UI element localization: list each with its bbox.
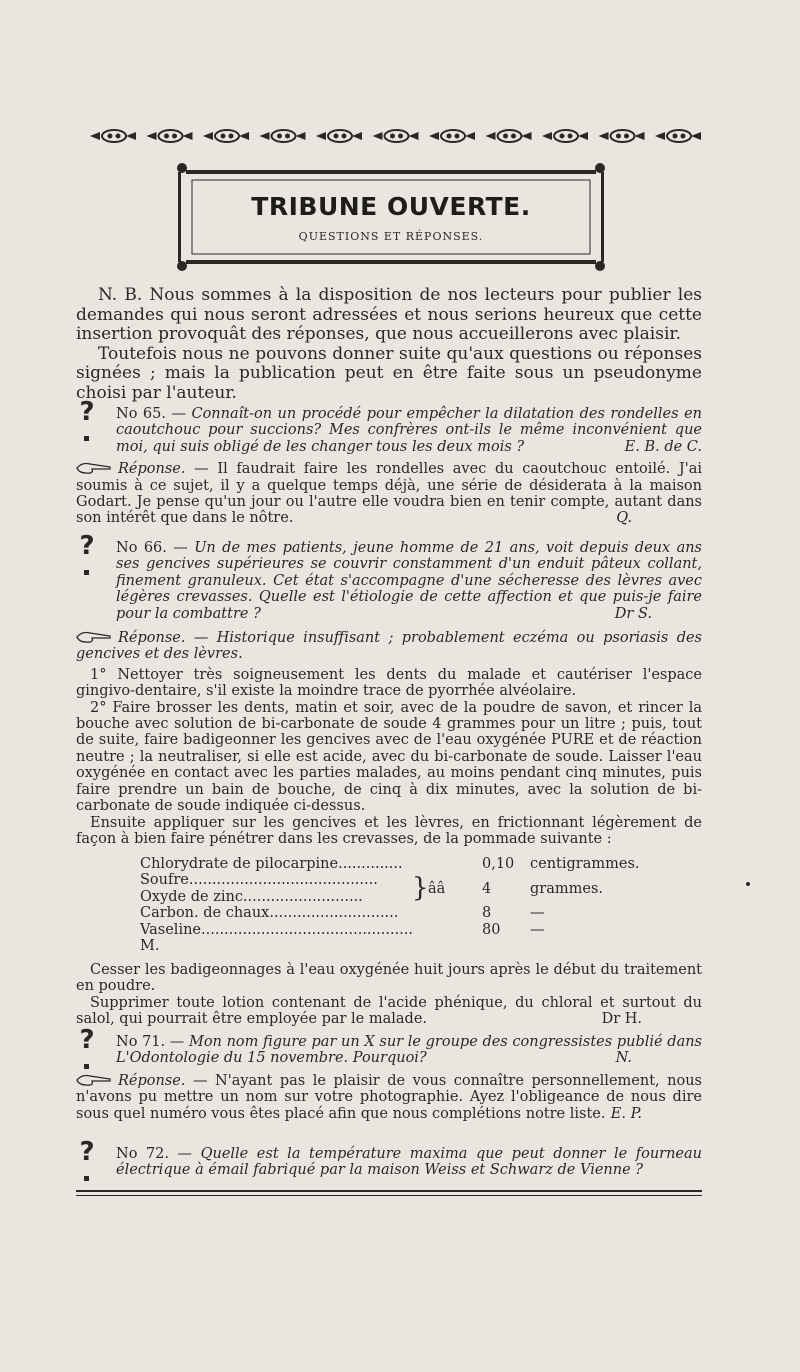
question-number: No 71. — <box>116 1034 185 1050</box>
answer-after-1: Cesser les badigeonnages à l'eau oxygénée huit jours après le début du traitement en poudre. <box>76 962 702 995</box>
answer-after-2 <box>76 995 702 1028</box>
question-mark-icon: ? <box>76 1032 98 1048</box>
question-signature: N. <box>615 1050 632 1067</box>
prescription-formula <box>140 856 640 954</box>
question-signature: Dr S. <box>614 605 652 622</box>
answer-signature: E. P. <box>610 1105 642 1122</box>
formula-row <box>140 938 640 954</box>
question-65 <box>76 397 703 527</box>
formula-ingredient: Carbon. de chaux............................ <box>140 905 399 922</box>
formula-unit: — <box>530 905 545 922</box>
pointing-hand-icon <box>76 1073 112 1087</box>
intro-paragraph-2: Toutefois nous ne pouvons donner suite qu'aux questions ou réponses signées ; mais la publication peut en être faite sous un pseudonyme choisi par l'auteur. <box>76 343 702 403</box>
question-71-block <box>76 1025 703 1067</box>
page-subtitle: QUESTIONS ET RÉPONSES. <box>298 230 484 243</box>
formula-ingredient: Oxyde de zinc.......................... <box>140 888 363 905</box>
formula-ingredient: Vaseline.............................................. <box>140 921 414 938</box>
question-number: No 65. — <box>116 406 186 422</box>
formula-quantity: 8 <box>482 905 492 922</box>
ornament-motif <box>316 130 362 142</box>
answer-heading: Historique insuffisant ; probablement eczéma ou psoriasis des gencives et des lèvres. <box>76 630 702 663</box>
question-text: Connaît-on un procédé pour empêcher la dilatation des rondelles en caoutchouc pour succions? Mes confrères ont-ils le même inconvénient que moi, qui suis obligé de les changer tous les deux mois ? <box>116 406 702 455</box>
question-number: No 66. — <box>116 540 188 556</box>
answer-label: Réponse. — <box>118 461 209 478</box>
pointing-hand-icon <box>76 461 112 475</box>
ornament-motif <box>486 130 532 142</box>
question-72 <box>76 1137 703 1179</box>
answer-signature: Dr H. <box>601 1011 642 1028</box>
formula-unit: centigrammes. <box>530 856 640 872</box>
question-signature: E. B. de C. <box>624 438 702 455</box>
formula-unit: — <box>530 921 545 938</box>
formula-quantity: 4 <box>482 880 492 897</box>
pointing-hand-icon <box>76 630 112 644</box>
question-text: Un de mes patients, jeune homme de 21 ans, voit depuis deux ans ses gencives supérieures se couvrir constamment d'un enduit pâteux collant, finement granuleux. Cet état s'accompagne d'une sécheresse des lèvres avec légères crevasses. Quelle est l'étiologie de cette affection et que puis-je faire pour la combattre ? <box>116 540 703 622</box>
ornament-motif <box>373 130 419 142</box>
ornament-motif <box>542 130 588 142</box>
answer-65 <box>76 461 702 527</box>
question-mark-icon: ? <box>76 404 98 420</box>
question-66-block <box>76 531 703 622</box>
formula-quantity: 0,10 <box>482 856 515 872</box>
formula-aa: ââ <box>428 881 446 898</box>
answer-66 <box>76 630 702 663</box>
question-text: Mon nom figure par un X sur le groupe des congressistes publié dans L'Odontologie du 15 novembre. Pourquoi? <box>116 1034 703 1067</box>
ornament-motif <box>655 130 701 142</box>
ornament-motif <box>90 130 136 142</box>
answer-signature: Q. <box>616 510 632 527</box>
answer-step-3: Ensuite appliquer sur les gencives et les lèvres, en frictionnant légèrement de façon à bien faire pénétrer dans les crevasses, de la pommade suivante : <box>76 814 702 847</box>
answer-text: Il faudrait faire les rondelles avec du caoutchouc entoilé. J'ai soumis à ce sujet, il y a quelque temps déjà, une série de désiderata à la maison Godart. Je pense qu'un jour ou l'autre elle voudra bien en tenir compte, autant dans son intérêt que dans le nôtre. <box>76 461 703 527</box>
title-frame <box>176 162 606 272</box>
decorative-border-ornament <box>90 128 710 144</box>
answer-step-1: 1° Nettoyer très soigneusement les dents du malade et cautériser l'espace gingivo-dentaire, s'il existe la moindre trace de pyorrhée alvéolaire. <box>76 666 702 700</box>
question-65-block <box>76 397 702 455</box>
answer-71 <box>76 1073 702 1122</box>
answer-label: Réponse. — <box>118 1072 208 1089</box>
formula-row <box>140 856 640 872</box>
question-mark-icon: ? <box>76 1144 98 1160</box>
question-66-continued <box>76 962 702 1028</box>
ornament-motif <box>429 130 475 142</box>
stray-mark <box>746 882 750 886</box>
formula-unit: grammes. <box>530 880 603 897</box>
formula-ingredient: Chlorydrate de pilocarpine.............. <box>140 856 403 872</box>
formula-row <box>140 922 640 938</box>
question-72-block <box>76 1137 703 1179</box>
brace-symbol: } <box>412 873 429 904</box>
answer-label: Réponse. — <box>118 630 209 647</box>
closing-rule <box>76 1190 702 1192</box>
answer-step-2: 2° Faire brosser les dents, matin et soir, avec de la poudre de savon, et rincer la bouche avec solution de bi-carbonate de soude 4 grammes pour un litre ; puis, tout de suite, faire badigeonner les gencives avec de l'eau oxygénée PURE et de réaction neutre ; la neutraliser, si elle est acide, avec du bi-carbonate de soude. Laisser l'eau oxygénée en contact avec les parties malades, au moins pendant cinq minutes, puis faire prendre un bain de bouche, de cinq à dix minutes, avec la solution de bi-carbonate de soude indiquée ci-dessus. <box>76 699 702 815</box>
question-number: No 72. — <box>116 1146 193 1162</box>
ornament-motif <box>203 130 249 142</box>
formula-ingredient: Soufre......................................... <box>140 872 378 889</box>
page-title: TRIBUNE OUVERTE. <box>251 192 531 221</box>
question-mark-icon: ? <box>76 538 98 554</box>
formula-quantity: 80 <box>482 921 501 938</box>
ornament-motif <box>599 130 645 142</box>
question-71 <box>76 1025 703 1122</box>
intro-paragraph-1: N. B. Nous sommes à la disposition de nos lecteurs pour publier les demandes qui nous seront adressées et nous serions heureux que cette insertion provoquât des réponses, que nous accueillerons avec plaisir. <box>76 285 702 344</box>
ornament-motif <box>147 130 193 142</box>
formula-row <box>140 905 640 921</box>
intro-section <box>76 286 702 403</box>
answer-text: N'ayant pas le plaisir de vous connaître personnellement, nous n'avons pu mettre un nom sur votre photographie. Ayez l'obligeance de nous dire sous quel numéro vous êtes placé afin que nous complétions notre liste. <box>76 1072 702 1122</box>
answer-after-2-text: Supprimer toute lotion contenant de l'acide phénique, du chloral et surtout du salol, qui pourrait être employée par le malade. <box>76 994 702 1028</box>
question-66 <box>76 531 703 847</box>
ornament-motif <box>260 130 306 142</box>
formula-mix: M. <box>140 937 160 954</box>
closing-rule-thin <box>76 1195 702 1196</box>
question-text: Quelle est la température maxima que peut donner le fourneau électrique à émail fabriqué par la maison Weiss et Schwarz de Vienne ? <box>116 1146 703 1179</box>
